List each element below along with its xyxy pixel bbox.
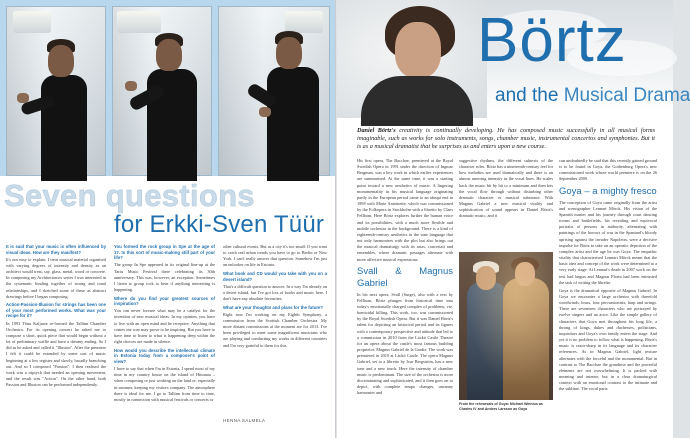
body-paragraph: Goya is the dramatical opposite of Magnus Gabriel. In Goya we encounter a large orchestra with threefold woodwinds, brass, four percussionists, harp and strings. There are seventeen characters who are portrayed by twelve singers and an actor. Like the simple gallery of characters that Goya met throughout his long life, a throng of kings, dukes and duchesses, politicians, inquisitors and Goya's own family enters the stage. And yet it is no problem to follow what is happening. Börtz's music is razor-sharp in its language and its character references. As in Magnus Gabriel, light texture alternates with the forceful and the monumental. But in contrast to The Bacchae the grandiose and the powerful elements are not overwhelming. It is packed with meaning and intense, but in a clear dramaturgical context with an emotional contrast to the intimate and the sublime. The vocal parts [559,287,657,392]
article-subtitle-bortz [495,84,690,108]
body-paragraph: The group In Spe appeared in its original line-up at the Tartu Music Festival there celebrating its 30th anniversary. This was, however, an exception. Sometimes I listen to group rock to hear if anything interesting is happening. [114,262,215,292]
byline: HENNA SALMELA [223,418,266,423]
lead-text: creativity is continually developing. He has composed music successfully in all musical forms imaginable, such as works for solo instruments, songs, chamber music, instrumental concertos and symphonies. But it is as a musical dramatist that he surprises us and enters upon a new course. [357,127,656,150]
subtitle-rest: Musical Drama [563,85,690,106]
interview-question: Action-Passion-Illusion for strings has been one of your most performed works. What was your recipe for it? [6,302,106,319]
photo-sequence-band [0,0,336,176]
section-heading: Svall & Magnus Gabriel [357,265,453,289]
left-column-3 [223,244,327,351]
article-title-bortz: Börtz [477,6,627,75]
body-paragraph: can undoubtedly be said that this recently gained ground is to be found in Goya, the Gothenburg Opera's new commissioned work whose world premiere is on the 26 September 2009. [559,158,657,182]
body-paragraph: other cultural events. But as a city it's too small. If you want to catch real urban trends you have to go to Berlin or New York. I can't really answer that question. Somehow I'm just an onlooker on life in Estonia. [223,244,327,268]
page-left-erkki-sven-tuur [0,0,336,438]
body-paragraph: Right now I'm working on my Eighth Symphony, a commission from the Scottish Chamber Orchestra. My more distant commissions at the moment are for 2013. I've been privileged to meet some magnificent musicians who are playing and conducting my works in different countries and I'm very grateful to them for this. [223,311,327,348]
photo-composer-3 [218,6,330,176]
opera-rehearsal-photo [459,252,553,400]
left-column-1 [6,244,106,391]
body-paragraph: You can never foresee what may be a catalyst for the invention of new musical ideas. In my opinion, you have to live with an open mind and be receptive. Anything that comes our way may prove to be inspiring. But you have to have time to listen to what is happening deep within the right choices are made in silence. [114,308,215,345]
photo-composer-2 [112,6,212,176]
body-paragraph: His first opera, The Bacchae, premiered at the Royal Swedish Opera in 1991 under the direction of Ingmar Bergman, was a key work in which earlier experiences are summarised. At the same time, it was a starting point toward a new aesthetics of music. A lingering monumentality in his musical language originating partly in the European period came to an abrupt end in 1998 with Marie Antoinette, which was commissioned by the Folkopera in Stockholm with a libretto by Claes Fellbom. Here Börtz explores further the human voice and its possibilities, with a much more flexible and mobile orchestra in the background. There is a kind of eighteenth-century aesthetics in the tone language that not only harmonises with the plot but also brings out the musical dramaturgy with its arias, concertati and ensembles, where dramatic passages alternate with more affective musical expressions. [357,158,453,262]
body-paragraph: It's not easy to explain. I treat musical material organised with varying degrees of intensity and density as an architect would treat, say, glass, metal, wood or concrete. In composing my Architectonics series I was interested in the systematic binding together of strong and tonal relationships, and I sketched some of these as abstract drawings before I began composing. [6,256,106,299]
article-title: Seven questions [4,178,255,213]
article-subtitle: for Erkki-Sven Tüür [114,211,325,238]
portrait-daniel-bortz [337,0,487,118]
right-column-3 [559,158,657,394]
photo-composer-1 [6,6,106,176]
interview-question: How would you describe the intellectual climate in Estonia today from a composer's point of view? [114,347,215,364]
lead-paragraph [357,127,655,151]
section-heading: Goya – a mighty fresco [559,185,657,197]
body-paragraph: suggestive rhythms, the different subtexts of the character roles. Börtz has a nineteenth-century feel for how melodies are used dramatically and there is an almost unerring intensity in the vocal lines. He scales back the music bit by bit to a minimum and then lets the vocal flow through without disturbing other dramatic character or musical substance. With Magnus Gabriel a new musical vitality and sophistication of sound appears in Daniel Börtz's dramatic music, and it [459,158,553,219]
body-paragraph: In his next opera, Svall (Surge), also with a text by Fellbom, Börtz plunges from historical time into today's emotionally charged complex of problems, viz. homicidal killing. This work, too, was commissioned by the Royal Swedish Opera. But it was Daniel Börtz's talent for depicting an historical period and its figures with a contemporary perspective and attitude that led to a commission in 2010 from the Läckö Castle Theatre for an opera about the castle's most famous building proprietor, Magnus Gabriel de la Gardie. The work was premiered in 2010 at Läckö Castle. The opera Magnus Gabriel, set to a libretto by Ivar Bergström, has a new tone and a new touch. Here the intensity of chamber music is predominant. The size of the orchestra is more discriminating and sophisticated, and it then goes on to depict, with complete tempo changes, uncanny harmonies and [357,291,453,396]
right-column-2 [459,158,553,222]
interview-question: Where do you find your greatest sources of inspiration? [114,295,215,307]
left-column-2 [114,244,215,405]
interview-question: What are your thoughts and plans for the future? [223,304,324,310]
page-right-bortz [337,0,690,438]
interview-question: You formed the rock group in Spe at the age of 17. Is this sort of music-making still part of your life? [114,244,215,261]
interview-question: It is said that your music is often influenced by visual ideas. How are they manifest? [6,244,106,255]
lead-author: Daniel Börtz's [357,127,396,134]
right-column-1 [357,158,453,398]
caption-text: From the rehearsals of Goya: Michael Weinius as Charles IV and Anders Larsson as Goya [459,402,543,411]
body-paragraph: The conception of Goya came originally from the artist and scenographer Lennart Mörck. His vision of the Spanish master and his journey through court dancing rooms and battlefields, his revealing and equivocal portraits of persons in authority, alternating with paintings of the horrors of war in the Spaniard's bloody uprising against the invader Napoleon, were a decisive impulse for Börtz to take on an operatic depiction of the complex artist and the age he was Goya. The empathic vitality that characterised Lennart Mörck meant that the basic idea and concept of the work were determined at a very early stage. At Lennart's death in 2007 work on the text had begun and Magnus Florin had been entrusted the task of writing the libretto. [559,199,657,285]
body-paragraph: I have to say that when I'm in Estonia, I spend most of my time in my country house on the island of Hiiumaa – when composing or just working on the land or, especially in summer, keeping my visitors company. The atmosphere there is ideal for me. I go to Tallinn from time to time, mostly in connection with musical festivals or concerts or [114,366,215,402]
interview-question: What book and CD would you take with you on a desert island? [223,271,327,282]
subtitle-prefix: and the [495,85,559,106]
body-paragraph: In 1993 Tõnu Kaljuste re-formed the Tallinn Chamber Orchestra. For its opening concert he asked me to compose a short, quick piece that would begin without a lot of preliminary waffle and have a dreamy ending. So I did as he asked and called it "Illusion". After the premiere I felt it could be extended by some sort of music beginning at a low register and slowly, broadly branching out. And so I composed "Passion". I then realised the work was a triptych that needed an opening movement, and the result was "Action". On the other hand, both Passion and Illusion can be performed independently. [6,320,106,388]
body-paragraph: That's a difficult question to answer. In a way I'm already on a desert island, but I've got lots of books and music here. I don't have any absolute favourites. [223,283,327,302]
photo-caption [459,402,555,411]
